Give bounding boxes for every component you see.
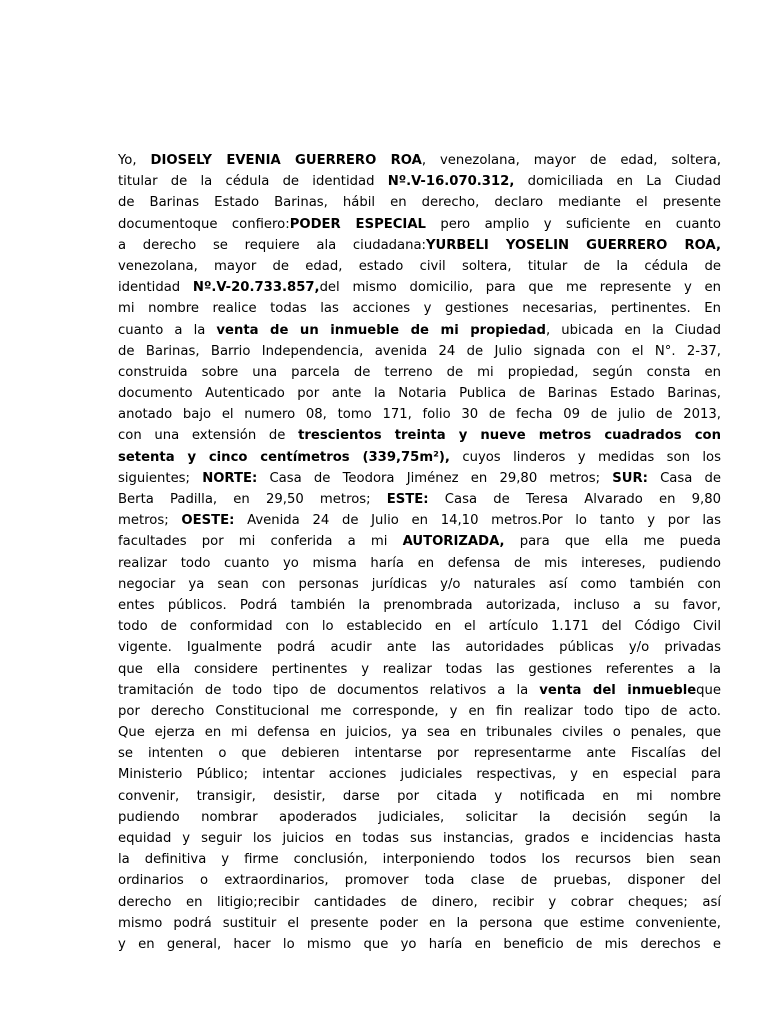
text-segment: anotado bajo el numero 08, tomo 171, folio 30 de fecha 09 de julio de 2013, [118, 407, 721, 423]
document-line [118, 256, 721, 277]
text-segment: derecho en litigio;recibir cantidades de dinero, recibir y cobrar cheques; así [118, 894, 721, 910]
document-line [118, 553, 721, 574]
document-line [118, 786, 721, 807]
bold-text-segment: YURBELI YOSELIN GUERRERO ROA, [425, 237, 721, 253]
text-segment: vigente. Igualmente podrá acudir ante las autoridades públicas y/o privadas [118, 640, 721, 656]
document-line [118, 298, 721, 319]
document-line [118, 214, 721, 235]
text-segment: Ministerio Público; intentar acciones judiciales respectivas, y en especial para [118, 767, 721, 783]
document-line [118, 934, 721, 955]
text-segment: de Barinas, Barrio Independencia, avenida 24 de Julio signada con el N°. 2-37, [118, 343, 721, 359]
text-segment: a derecho se requiere ala ciudadana: [118, 237, 426, 253]
document-line [118, 171, 721, 192]
text-segment: venezolana, mayor de edad, estado civil soltera, titular de la cédula de [118, 258, 721, 274]
text-segment: facultades por mi conferida a mi [118, 534, 403, 550]
text-segment: mismo podrá sustituir el presente poder en la persona que estime conveniente, [118, 915, 721, 931]
text-segment: ordinarios o extraordinarios, promover toda clase de pruebas, disponer del [118, 873, 721, 889]
text-segment: , venezolana, mayor de edad, soltera, [421, 153, 721, 168]
document-line [118, 447, 721, 468]
text-segment: , ubicada en la Ciudad [545, 322, 721, 338]
document-line [118, 468, 721, 489]
document-line [118, 425, 721, 446]
text-segment: equidad y seguir los juicios en todas sus instancias, grados e incidencias hasta [118, 831, 721, 846]
text-segment: entes públicos. Podrá también la prenombrada autorizada, incluso a su favor, [118, 597, 721, 613]
document-line [118, 489, 721, 510]
text-segment: convenir, transigir, desistir, darse por citada y notificada en mi nombre [118, 788, 721, 804]
text-segment: identidad [118, 280, 193, 296]
text-segment: titular de la cédula de identidad [118, 174, 388, 190]
text-segment: Yo, [118, 153, 151, 168]
text-segment: domiciliada en La Ciudad [514, 174, 721, 190]
text-segment: se intenten o que debieren intentarse por representarme ante Fiscalías del [118, 746, 721, 762]
text-segment: del mismo domicilio, para que me represente y en [319, 280, 721, 296]
bold-text-segment: AUTORIZADA, [402, 534, 505, 550]
text-segment: Casa de [647, 470, 721, 486]
document-body [118, 150, 721, 955]
bold-text-segment: venta del inmueble [539, 682, 697, 698]
document-line [118, 531, 721, 552]
document-line [118, 722, 721, 743]
text-segment: pero amplio y suficiente en cuanto [425, 216, 721, 232]
text-segment: documento Autenticado por ante la Notaria Publica de Barinas Estado Barinas, [118, 386, 721, 402]
text-segment: tramitación de todo tipo de documentos relativos a la [118, 682, 540, 698]
text-segment: metros; [118, 513, 182, 529]
text-segment: la definitiva y firme conclusión, interponiendo todos los recursos bien sean [118, 852, 721, 868]
document-line [118, 362, 721, 383]
text-segment: todo de conformidad con lo establecido en el artículo 1.171 del Código Civil [118, 619, 721, 635]
text-segment: Casa de Teodora Jiménez en 29,80 metros; [257, 470, 613, 486]
document-line [118, 574, 721, 595]
text-segment: negociar ya sean con personas jurídicas y/o naturales así como también con [118, 576, 721, 592]
text-segment: cuanto a la [118, 322, 217, 338]
document-line [118, 192, 721, 213]
bold-text-segment: OESTE: [181, 513, 235, 529]
document-line [118, 404, 721, 425]
text-segment: que [696, 682, 721, 698]
document-line [118, 235, 721, 256]
text-segment: y en general, hacer lo mismo que yo haría en beneficio de mis derechos e [118, 936, 721, 952]
text-segment: Avenida 24 de Julio en 14,10 metros.Por lo tanto y por las [234, 513, 721, 529]
document-line [118, 764, 721, 785]
document-line [118, 341, 721, 362]
bold-text-segment: SUR: [612, 470, 648, 486]
document-line [118, 870, 721, 891]
document-line [118, 510, 721, 531]
bold-text-segment: Nº.V-16.070.312, [387, 174, 515, 190]
document-line [118, 828, 721, 849]
document-line [118, 807, 721, 828]
bold-text-segment: PODER ESPECIAL [289, 216, 426, 232]
document-line [118, 616, 721, 637]
text-segment: documentoque confiero: [118, 216, 290, 232]
text-segment: para que ella me pueda [504, 534, 721, 550]
text-segment: realizar todo cuanto yo misma haría en defensa de mis intereses, pudiendo [118, 555, 721, 571]
bold-text-segment: NORTE: [202, 470, 258, 486]
bold-text-segment: DIOSELY EVENIA GUERRERO ROA [150, 153, 422, 168]
bold-text-segment: Nº.V-20.733.857, [192, 280, 320, 296]
document-line [118, 701, 721, 722]
text-segment: de Barinas Estado Barinas, hábil en derecho, declaro mediante el presente [118, 195, 721, 211]
text-segment: por derecho Constitucional me corresponde, y en fin realizar todo tipo de acto. [118, 703, 721, 719]
text-segment: siguientes; [118, 470, 203, 486]
text-segment: pudiendo nombrar apoderados judiciales, solicitar la decisión según la [118, 809, 721, 825]
text-segment: construida sobre una parcela de terreno de mi propiedad, según consta en [118, 364, 721, 380]
text-segment: Casa de Teresa Alvarado en 9,80 [428, 492, 721, 507]
document-line [118, 383, 721, 404]
document-line [118, 743, 721, 764]
document-line [118, 595, 721, 616]
document-line [118, 150, 721, 171]
bold-text-segment: setenta y cinco centímetros (339,75m²), [118, 449, 450, 465]
text-segment: con una extensión de [118, 428, 299, 444]
text-segment: cuyos linderos y medidas son los [449, 449, 721, 465]
text-segment: Que ejerza en mi defensa en juicios, ya sea en tribunales civiles o penales, que [118, 725, 721, 741]
document-line [118, 892, 721, 913]
bold-text-segment: trescientos treinta y nueve metros cuadrados con [298, 428, 721, 444]
document-line [118, 913, 721, 934]
document-line [118, 680, 721, 701]
document-line [118, 637, 721, 658]
bold-text-segment: ESTE: [386, 492, 429, 507]
document-line [118, 659, 721, 680]
bold-text-segment: venta de un inmueble de mi propiedad [216, 322, 546, 338]
text-segment: mi nombre realice todas las acciones y gestiones necesarias, pertinentes. En [118, 301, 721, 317]
text-segment: que ella considere pertinentes y realizar todas las gestiones referentes a la [118, 661, 721, 677]
text-segment: Berta Padilla, en 29,50 metros; [118, 492, 387, 507]
document-line [118, 320, 721, 341]
document-line [118, 849, 721, 870]
document-line [118, 277, 721, 298]
